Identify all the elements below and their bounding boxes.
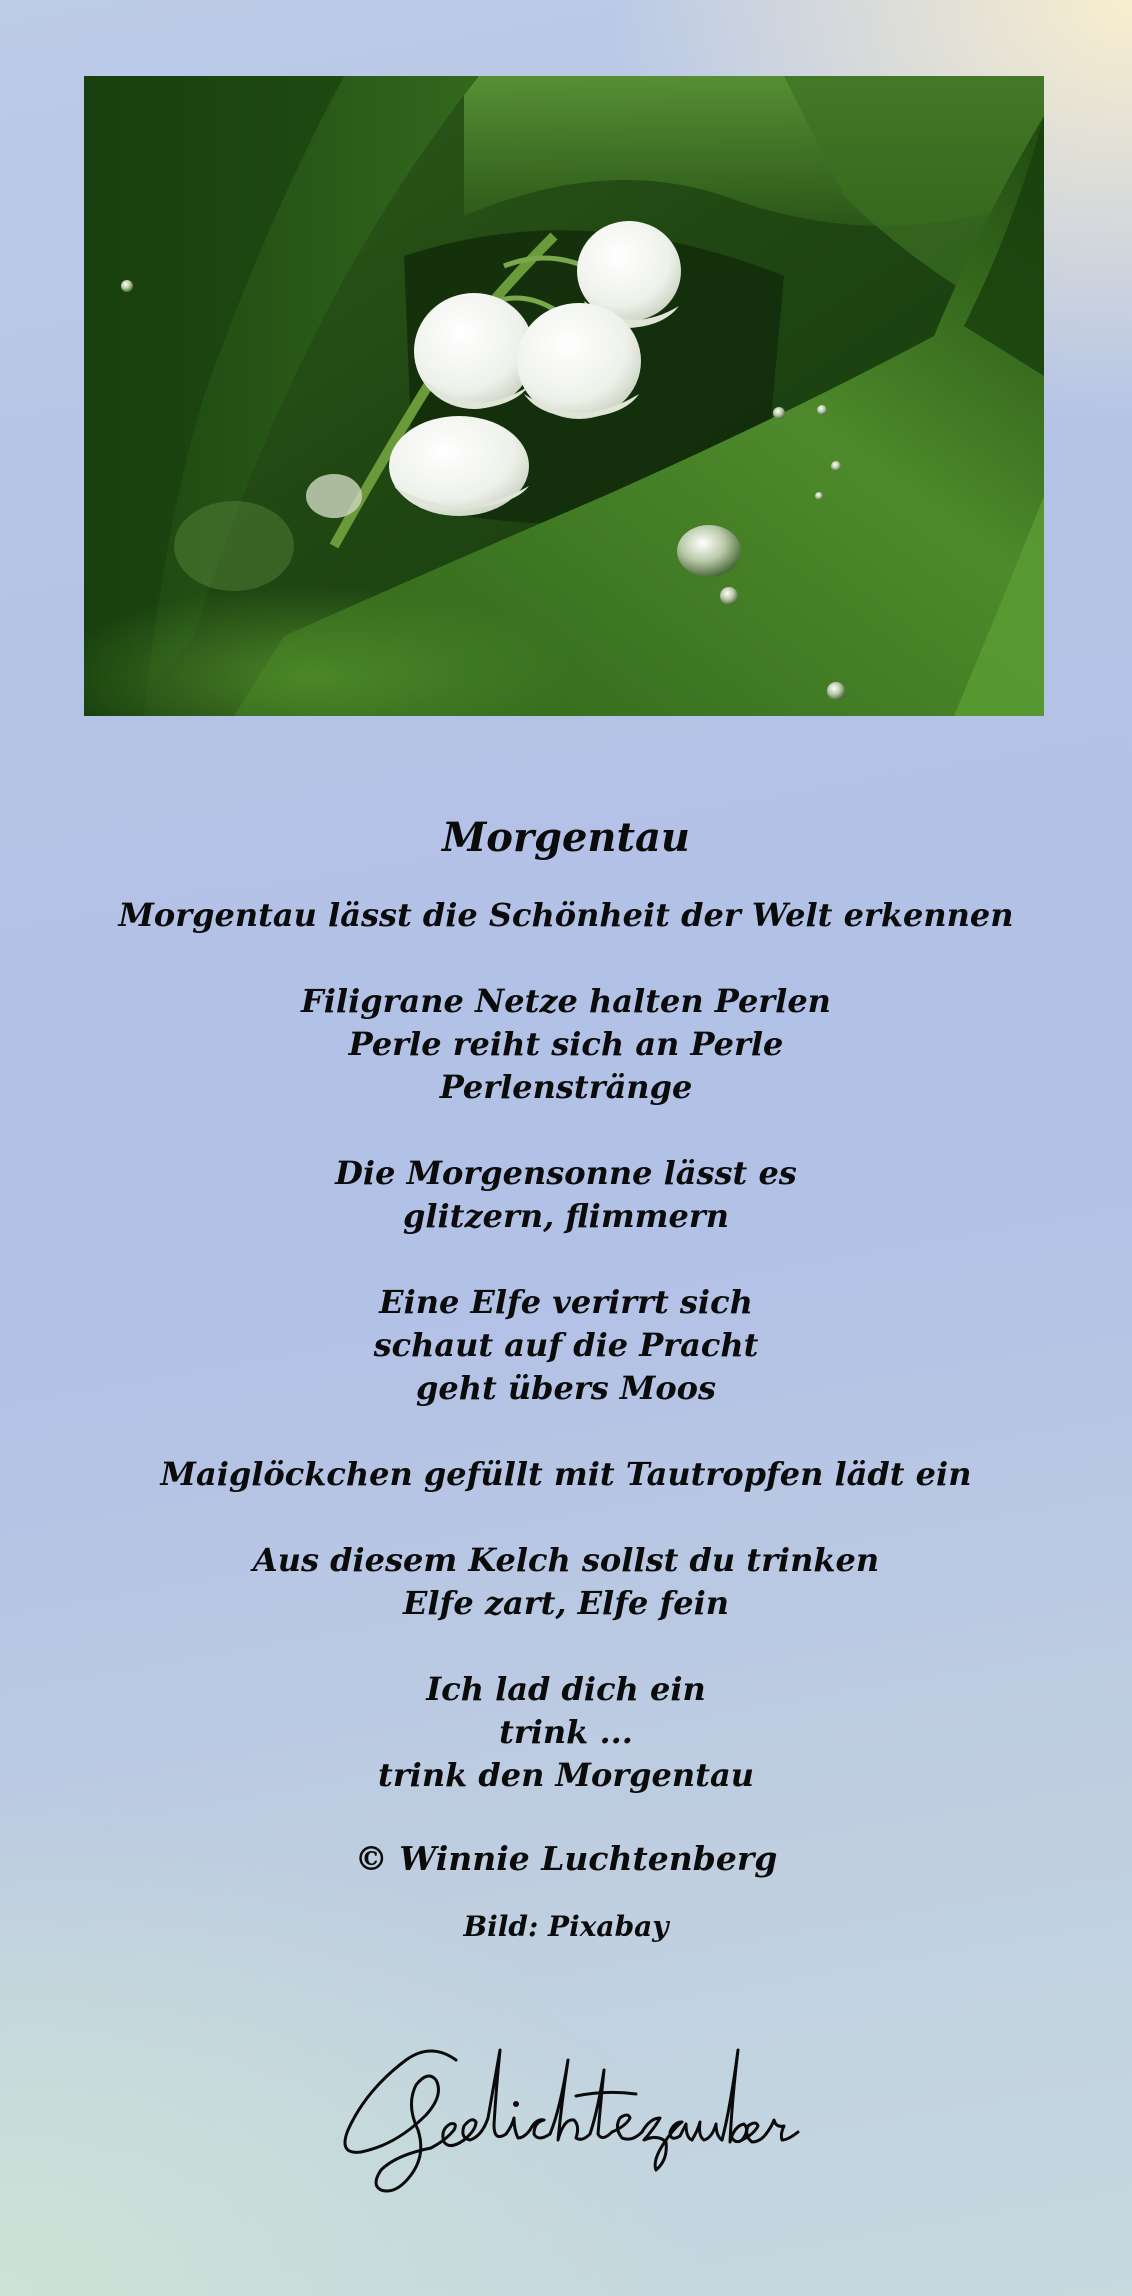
poem bbox=[0, 810, 1132, 1948]
signature-logo bbox=[336, 2030, 806, 2200]
poem-line: Die Morgensonne lässt es bbox=[335, 1154, 797, 1192]
poem-line: Elfe zart, Elfe fein bbox=[403, 1584, 729, 1622]
poem-line: trink den Morgentau bbox=[378, 1756, 754, 1794]
poem-line: Filigrane Netze halten Perlen bbox=[301, 982, 831, 1020]
poem-line: Morgentau lässt die Schönheit der Welt erkennen bbox=[118, 896, 1014, 934]
copyright-line: © Winnie Luchtenberg bbox=[354, 1839, 778, 1878]
poem-line: Perlenstränge bbox=[439, 1068, 693, 1106]
image-credit: Bild: Pixabay bbox=[463, 1910, 669, 1943]
poem-line: Maiglöckchen gefüllt mit Tautropfen lädt ein bbox=[160, 1455, 972, 1493]
poem-line: glitzern, flimmern bbox=[402, 1197, 730, 1235]
stanza-7 bbox=[0, 1668, 1132, 1797]
poem-line: trink ... bbox=[499, 1713, 633, 1751]
poem-line: Aus diesem Kelch sollst du trinken bbox=[252, 1541, 880, 1579]
stanza-4 bbox=[0, 1281, 1132, 1410]
stanza-3 bbox=[0, 1152, 1132, 1238]
lily-of-the-valley-photo bbox=[84, 76, 1044, 716]
stanza-5 bbox=[0, 1453, 1132, 1496]
poem-line: Eine Elfe verirrt sich bbox=[379, 1283, 753, 1321]
poem-line: Ich lad dich ein bbox=[426, 1670, 706, 1708]
poem-title: Morgentau bbox=[441, 814, 690, 861]
stanza-1 bbox=[0, 894, 1132, 937]
stanza-6 bbox=[0, 1539, 1132, 1625]
stanza-2 bbox=[0, 980, 1132, 1109]
poem-line: Perle reiht sich an Perle bbox=[348, 1025, 784, 1063]
poem-line: geht übers Moos bbox=[415, 1369, 717, 1407]
poem-line: schaut auf die Pracht bbox=[373, 1326, 759, 1364]
